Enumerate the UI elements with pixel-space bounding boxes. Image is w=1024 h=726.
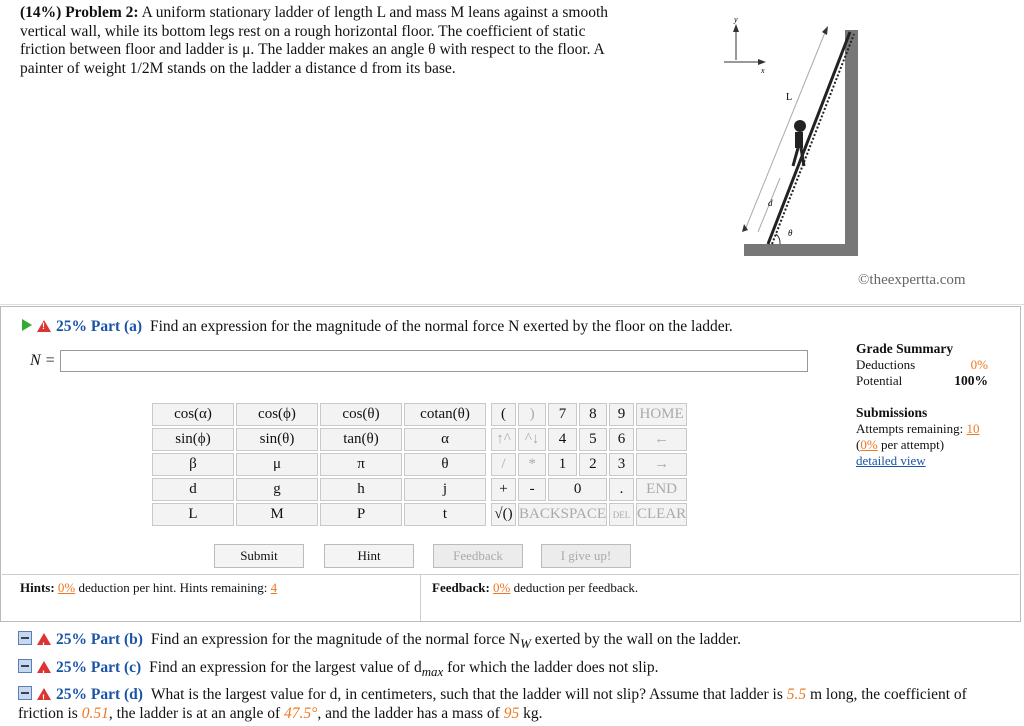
answer-label: N = (30, 352, 56, 369)
key-tan-theta[interactable]: tan(θ) (320, 428, 402, 451)
part-a-heading[interactable] (22, 318, 733, 336)
key-M[interactable]: M (236, 503, 318, 526)
key-j[interactable]: j (404, 478, 486, 501)
part-c-text-end: for which the ladder does not slip. (447, 659, 659, 677)
part-d-text-4: , and the ladder has a mass of (317, 704, 500, 722)
key-sin-theta[interactable]: sin(θ) (236, 428, 318, 451)
key-d[interactable]: d (152, 478, 234, 501)
key-5[interactable]: 5 (579, 428, 607, 451)
collapse-icon[interactable] (18, 631, 32, 645)
key-4[interactable]: 4 (548, 428, 576, 451)
key-mu[interactable]: μ (236, 453, 318, 476)
grade-title: Grade Summary (856, 341, 954, 356)
submit-button[interactable]: Submit (214, 544, 304, 568)
wall (845, 30, 858, 256)
key-6[interactable]: 6 (609, 428, 634, 451)
feedback-text: deduction per feedback. (513, 580, 639, 595)
key-theta[interactable]: θ (404, 453, 486, 476)
key-t[interactable]: t (404, 503, 486, 526)
part-d-heading[interactable] (18, 685, 1008, 723)
part-d-percent: 25% Part (d) (56, 685, 143, 703)
warning-icon (37, 320, 51, 332)
collapse-icon[interactable] (18, 686, 32, 700)
key-divide[interactable]: / (491, 453, 516, 476)
problem-statement (20, 4, 620, 78)
label-theta: θ (788, 228, 793, 238)
key-9[interactable]: 9 (609, 403, 634, 426)
feedback-deduction: 0% (493, 580, 511, 595)
axis-y-label: y (734, 15, 738, 24)
remaining-parts (18, 628, 1008, 723)
key-clear[interactable]: CLEAR (636, 503, 687, 526)
part-a-percent: 25% Part (a) (56, 318, 143, 335)
key-close-paren[interactable]: ) (518, 403, 546, 426)
key-1[interactable]: 1 (548, 453, 576, 476)
key-3[interactable]: 3 (609, 453, 634, 476)
key-open-paren[interactable]: ( (491, 403, 516, 426)
hints-info (20, 580, 277, 596)
feedback-info (432, 580, 638, 596)
hints-deduction: 0% (57, 580, 76, 595)
warning-icon (37, 688, 51, 700)
potential-label: Potential (856, 373, 903, 388)
attempts-label: Attempts remaining: (856, 421, 964, 436)
part-d-angle: 47.5° (284, 704, 318, 722)
part-a-text: Find an expression for the magnitude of the normal force N exerted by the floor on the ladder. (149, 318, 733, 335)
function-keypad (150, 401, 488, 528)
numeric-keypad (489, 401, 689, 528)
key-sin-phi[interactable]: sin(ϕ) (152, 428, 234, 451)
feedback-label: Feedback: (432, 580, 490, 595)
part-b-text: Find an expression for the magnitude of the normal force N (150, 631, 521, 648)
problem-header: (14%) Problem 2: (20, 4, 139, 21)
deductions-label: Deductions (856, 357, 916, 372)
part-d-text-1: What is the largest value for d, in centimeters, such that the ladder will not slip? Assume that ladder is (150, 685, 783, 703)
key-cotan-theta[interactable]: cotan(θ) (404, 403, 486, 426)
part-d-mu: 0.51 (81, 704, 109, 722)
axis-x-label: x (761, 66, 765, 75)
part-c-heading[interactable] (18, 656, 1008, 684)
per-attempt-open: ( (856, 437, 861, 452)
key-0[interactable]: 0 (548, 478, 607, 501)
ladder-diagram (700, 10, 870, 260)
grade-summary (856, 341, 988, 469)
ladder (768, 32, 854, 244)
part-c-percent: 25% Part (c) (56, 659, 142, 677)
part-b-percent: 25% Part (b) (56, 631, 143, 648)
key-h[interactable]: h (320, 478, 402, 501)
part-c-text: Find an expression for the largest value of d (149, 659, 422, 677)
submissions-title: Submissions (856, 405, 928, 420)
collapse-icon[interactable] (18, 659, 32, 673)
warning-icon (37, 633, 51, 645)
key-cos-alpha[interactable]: cos(α) (152, 403, 234, 426)
part-c-sub: max (421, 664, 444, 680)
detailed-view-link[interactable]: detailed view (856, 453, 926, 468)
label-L: L (786, 92, 793, 103)
key-7[interactable]: 7 (548, 403, 576, 426)
feedback-button[interactable]: Feedback (433, 544, 523, 568)
give-up-button[interactable]: I give up! (541, 544, 631, 568)
problem-text: A uniform stationary ladder of length L and mass M leans against a smooth vertical wall, while its bottom legs rest on a rough horizontal floor. The coefficient of static friction between floor and ladder is μ. The ladder makes an angle θ with respect to the floor. A painter of weight 1/2M stands on the ladder a distance d from its base. (20, 4, 609, 77)
key-end[interactable]: END (636, 478, 687, 501)
part-d-length: 5.5 (786, 685, 807, 703)
key-subscript[interactable]: ^↓ (518, 428, 546, 451)
copyright: ©theexpertta.com (858, 272, 966, 288)
key-superscript[interactable]: ↑^ (491, 428, 516, 451)
floor (744, 244, 858, 256)
warning-icon (37, 661, 51, 673)
part-b-text-end: exerted by the wall on the ladder. (534, 631, 741, 648)
key-L[interactable]: L (152, 503, 234, 526)
key-plus[interactable]: + (491, 478, 516, 501)
hints-text: deduction per hint. Hints remaining: (78, 580, 268, 595)
key-sqrt[interactable]: √() (491, 503, 516, 526)
key-g[interactable]: g (236, 478, 318, 501)
key-del[interactable]: DEL (609, 503, 634, 526)
key-alpha[interactable]: α (404, 428, 486, 451)
part-d-text-3: , the ladder is at an angle of (108, 704, 281, 722)
per-attempt-value: 0% (860, 437, 878, 452)
key-cos-phi[interactable]: cos(ϕ) (236, 403, 318, 426)
part-d-mass: 95 (503, 704, 520, 722)
key-dot[interactable]: . (609, 478, 634, 501)
key-cos-theta[interactable]: cos(θ) (320, 403, 402, 426)
part-d-text-5: kg. (523, 704, 543, 722)
per-attempt-text: per attempt) (880, 437, 945, 452)
attempts-value: 10 (966, 421, 980, 436)
hints-remaining: 4 (270, 580, 278, 595)
key-beta[interactable]: β (152, 453, 234, 476)
key-8[interactable]: 8 (579, 403, 607, 426)
key-P[interactable]: P (320, 503, 402, 526)
part-b-heading[interactable] (18, 628, 1008, 656)
axes-icon (724, 15, 766, 75)
potential-value: 100% (954, 373, 988, 388)
answer-input[interactable] (60, 350, 808, 372)
play-icon[interactable] (22, 319, 32, 331)
part-d-text-2: m long, the coefficient of friction is (18, 685, 967, 722)
key-multiply[interactable]: * (518, 453, 546, 476)
label-d: d (768, 198, 773, 208)
hints-label: Hints: (20, 580, 55, 595)
key-right-arrow[interactable]: → (636, 453, 687, 476)
key-pi[interactable]: π (320, 453, 402, 476)
hints-divider (420, 575, 421, 621)
key-2[interactable]: 2 (579, 453, 607, 476)
divider (0, 304, 1024, 305)
part-b-sub: W (520, 636, 531, 652)
hint-button[interactable]: Hint (324, 544, 414, 568)
key-backspace[interactable]: BACKSPACE (518, 503, 607, 526)
key-left-arrow[interactable]: ← (636, 428, 687, 451)
deductions-value: 0% (970, 357, 988, 372)
key-minus[interactable]: - (518, 478, 546, 501)
key-home[interactable]: HOME (636, 403, 687, 426)
